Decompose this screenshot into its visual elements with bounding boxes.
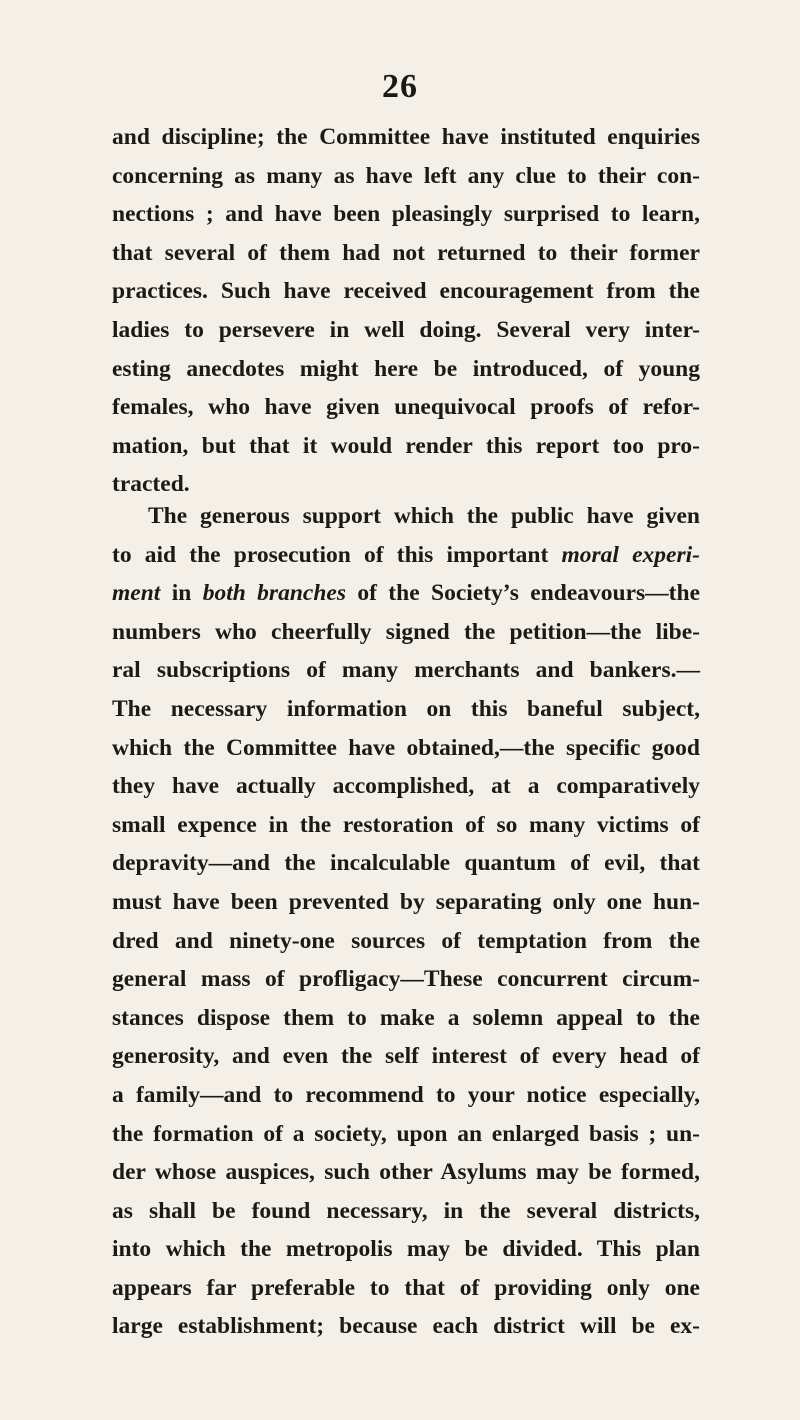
text-line: as shall be found necessary, in the several districts,: [112, 1197, 700, 1224]
text-line: that several of them had not returned to their former: [112, 239, 700, 266]
paragraph-1: [112, 118, 700, 504]
text-line-mixed: [112, 536, 700, 575]
text-line: large establishment; because each district will be ex-: [112, 1313, 700, 1340]
italic-run: ment: [112, 580, 161, 607]
text-line: ral subscriptions of many merchants and bankers.—: [112, 657, 700, 684]
text-line: stances dispose them to make a solemn appeal to the: [112, 1004, 700, 1031]
text-line: The generous support which the public have given: [148, 503, 700, 529]
text-line: practices. Such have received encouragement from the: [112, 278, 700, 305]
text-line: dred and ninety-one sources of temptation from the: [112, 927, 700, 954]
text-line: which the Committee have obtained,—the specific good: [112, 734, 700, 761]
text-line: and discipline; the Committee have instituted enquiries: [112, 124, 700, 150]
paragraph-2: [112, 497, 700, 1346]
italic-run: moral experi-: [561, 541, 700, 568]
text-line: into which the metropolis may be divided. This plan: [112, 1236, 700, 1263]
text-line: der whose auspices, such other Asylums may be formed,: [112, 1159, 700, 1186]
text-line: females, who have given unequivocal proofs of refor-: [112, 394, 700, 421]
text-run: of the Society’s endeavours—the: [345, 580, 701, 607]
text-line: the formation of a society, upon an enlarged basis ; un-: [112, 1120, 700, 1147]
text-line: concerning as many as have left any clue to their con-: [112, 162, 700, 189]
text-line: ladies to persevere in well doing. Several very inter-: [112, 316, 700, 343]
text-line: generosity, and even the self interest of every head of: [112, 1043, 700, 1070]
text-line: The necessary information on this baneful subject,: [112, 695, 700, 722]
text-line: tracted.: [112, 471, 190, 498]
text-run: to aid the prosecution of this important: [112, 541, 562, 568]
text-line: must have been prevented by separating only one hun-: [112, 888, 700, 915]
text-line: appears far preferable to that of providing only one: [112, 1274, 700, 1301]
text-line: nections ; and have been pleasingly surprised to learn,: [112, 201, 700, 228]
text-line: a family—and to recommend to your notice especially,: [112, 1081, 700, 1108]
text-line: esting anecdotes might here be introduced, of young: [112, 355, 700, 382]
text-line: depravity—and the incalculable quantum of evil, that: [112, 850, 700, 877]
text-line-mixed: [112, 574, 700, 613]
text-line: mation, but that it would render this report too pro-: [112, 432, 700, 459]
text-line: numbers who cheerfully signed the petition—the libe-: [112, 618, 700, 645]
text-line: they have actually accomplished, at a comparatively: [112, 773, 700, 800]
italic-run: both branches: [202, 580, 346, 607]
text-line: general mass of profligacy—These concurrent circum-: [112, 966, 700, 993]
text-line: small expence in the restoration of so many victims of: [112, 811, 700, 838]
page-number: 26: [382, 68, 418, 105]
text-run: in: [160, 580, 203, 607]
